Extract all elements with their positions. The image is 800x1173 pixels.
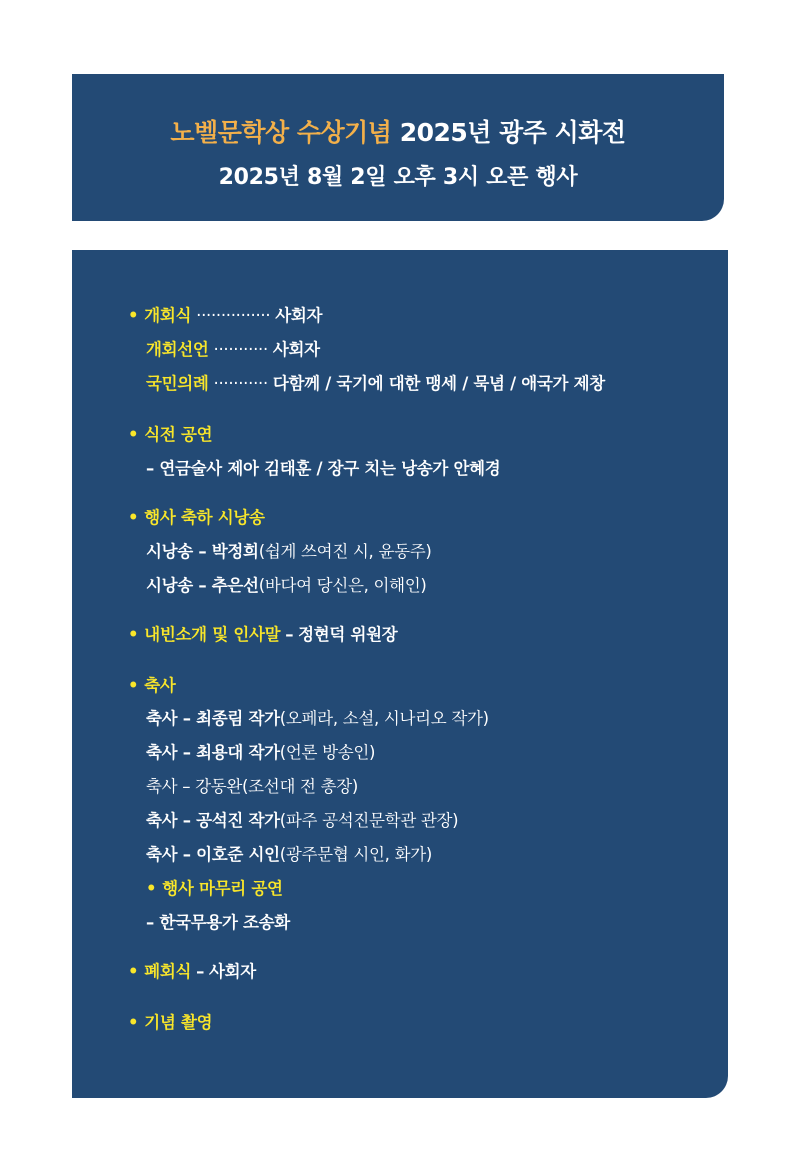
section-label: 행사 마무리 공연 xyxy=(162,879,283,898)
bullet-icon: • xyxy=(128,508,139,527)
bullet-icon: • xyxy=(146,879,157,898)
item-lead: 축사 – 최종림 작가 xyxy=(146,709,280,728)
item-detail: (쉽게 쓰여진 시, 윤동주) xyxy=(258,542,432,561)
section-label: 식전 공연 xyxy=(144,425,213,444)
item-label: 개회식 xyxy=(144,306,192,325)
item-role: 사회자 xyxy=(209,962,256,981)
title-rest: 2025년 광주 시화전 xyxy=(399,118,626,147)
leader-dots: ··········· xyxy=(213,374,268,393)
section-label: 축사 xyxy=(144,676,176,695)
poetry-item xyxy=(146,575,427,597)
header-banner xyxy=(72,74,724,221)
bullet-icon: • xyxy=(128,962,139,981)
item-role: 사회자 xyxy=(272,340,320,359)
bullet-icon: • xyxy=(128,306,139,325)
speaker: 정현덕 위원장 xyxy=(298,625,398,644)
bullet-icon: • xyxy=(128,425,139,444)
event-subtitle: 2025년 8월 2일 오후 3시 오픈 행사 xyxy=(218,165,578,190)
bullet-icon: • xyxy=(128,1013,139,1032)
item-detail: 축사 – 강동완(조선대 전 총장) xyxy=(146,777,359,796)
congrats-item xyxy=(146,742,375,764)
item-lead: 시낭송 – 추은선 xyxy=(146,576,259,595)
dash: – xyxy=(196,962,205,981)
congrats-item xyxy=(146,810,458,832)
item-lead: 축사 – 공석진 작가 xyxy=(146,811,280,830)
leader-dots: ··········· xyxy=(213,340,268,359)
performers: – 연금술사 제아 김태훈 / 장구 치는 낭송가 안혜경 xyxy=(146,459,501,478)
dash: – xyxy=(285,625,294,644)
item-lead: 축사 – 이호준 시인 xyxy=(146,845,280,864)
poetry-item xyxy=(146,541,432,563)
program-item-opening xyxy=(128,305,322,327)
section-label: 내빈소개 및 인사말 xyxy=(144,625,281,644)
section-label: 폐회식 xyxy=(144,962,192,981)
section-closing-performance xyxy=(146,878,283,900)
item-lead: 시낭송 – 박정희 xyxy=(146,542,259,561)
bullet-icon: • xyxy=(128,676,139,695)
item-detail: (파주 공석진문학관 관장) xyxy=(279,811,459,830)
congrats-item xyxy=(146,776,358,798)
section-label: 행사 축하 시낭송 xyxy=(144,508,265,527)
item-label: 국민의례 xyxy=(146,374,209,393)
program-item-ritual xyxy=(146,373,605,395)
item-detail: (오페라, 소설, 시나리오 작가) xyxy=(279,709,489,728)
item-detail: (바다여 당신은, 이해인) xyxy=(258,576,427,595)
congrats-item xyxy=(146,844,432,866)
leader-dots: ··············· xyxy=(196,306,271,325)
closing-performance-line xyxy=(146,912,290,934)
item-detail: (광주문협 시인, 화가) xyxy=(279,845,432,864)
performer: – 한국무용가 조송화 xyxy=(146,913,290,932)
section-label: 기념 촬영 xyxy=(144,1013,213,1032)
pre-performance-line xyxy=(146,458,500,480)
item-detail: 다함께 / 국기에 대한 맹세 / 묵념 / 애국가 제창 xyxy=(272,374,605,393)
event-title xyxy=(72,113,724,149)
item-role: 사회자 xyxy=(275,306,323,325)
bullet-icon: • xyxy=(128,625,139,644)
section-guests xyxy=(128,624,397,646)
item-label: 개회선언 xyxy=(146,340,209,359)
section-pre-performance xyxy=(128,424,212,446)
section-closing xyxy=(128,961,256,983)
section-poetry xyxy=(128,507,265,529)
program-item-declaration xyxy=(146,339,320,361)
item-detail: (언론 방송인) xyxy=(279,743,376,762)
congrats-item xyxy=(146,708,489,730)
section-congrats xyxy=(128,675,176,697)
section-photo xyxy=(128,1012,212,1034)
title-highlight: 노벨문학상 수상기념 xyxy=(170,118,392,147)
item-lead: 축사 – 최용대 작가 xyxy=(146,743,280,762)
